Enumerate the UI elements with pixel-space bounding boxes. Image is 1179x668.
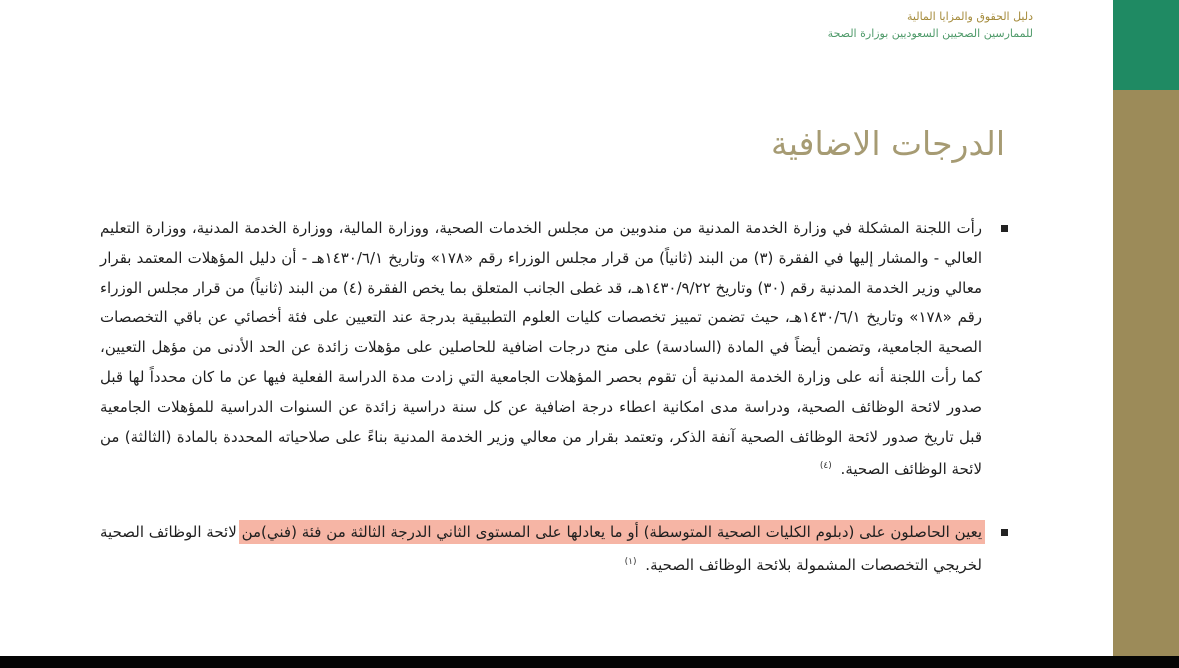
section-title: الدرجات الاضافية xyxy=(771,124,1005,163)
highlighted-text: يعين الحاصلون على (دبلوم الكليات الصحية المتوسطة) أو ما يعادلها على المستوى الثاني الدرجة الثالثة من فئة (فني)من xyxy=(241,523,983,542)
side-band-gold xyxy=(1113,90,1179,656)
bullet-paragraph-2 xyxy=(100,518,1008,581)
bullet-marker xyxy=(1001,529,1008,536)
footnote-ref: (١) xyxy=(624,556,637,567)
section-content xyxy=(100,214,1008,581)
bullet-marker xyxy=(1001,225,1008,232)
bullet-paragraph-1 xyxy=(100,214,1008,485)
footnote-ref: (٤) xyxy=(819,461,832,472)
paragraph-text: رأت اللجنة المشكلة في وزارة الخدمة المدنية من مندوبين من مجلس الخدمات الصحية، ووزارة المالية، ووزارة الخدمة المدنية، ووزارة التعليم العالي - والمشار إليها في الفقرة (٣) من البند (ثانياً) من قرار مجلس الوزراء رقم «١٧٨» وتاريخ ١٤٣٠/٦/١هـ - أن دليل المؤهلات المعتمد بقرار معالي وزير الخدمة المدنية رقم (٣٠) وتاريخ ١٤٣٠/٩/٢٢هـ، قد غطى الجانب المتعلق بما يخص الفقرة (٤) من البند (ثانياً) من قرار مجلس الوزراء رقم «١٧٨» وتاريخ ١٤٣٠/٦/١هـ، حيث تضمن تمييز تخصصات كليات العلوم التطبيقية بدرجة عند التعيين على فئة أخصائي عن باقي التخصصات الصحية الجامعية، وتضمن أيضاً في المادة (السادسة) على منح درجات اضافية للحاصلين على مؤهلات زائدة عن الحد الأدنى من مؤهل التعيين، كما رأت اللجنة أنه على وزارة الخدمة المدنية أن تقوم بحصر المؤهلات الجامعية التي زادت مدة الدراسة الفعلية فيها عن ما كان محدداً لها قبل صدور لائحة الوظائف الصحية، ودراسة مدى امكانية اعطاء درجة اضافية عن كل سنة دراسية زائدة عن السنوات الدراسية للمؤهلات الجامعية قبل تاريخ صدور لائحة الوظائف الصحية آنفة الذكر، وتعتمد بقرار من معالي وزير الخدمة المدنية بناءً على صلاحياته المحددة بالمادة (الثالثة) من لائحة الوظائف الصحية. xyxy=(100,219,983,479)
side-band-green xyxy=(1113,0,1179,90)
header-guide-subtitle: للممارسين الصحيين السعوديين بوزارة الصحة xyxy=(827,27,1033,40)
header-guide-title: دليل الحقوق والمزايا المالية xyxy=(907,10,1033,23)
bottom-black-bar xyxy=(0,656,1179,668)
paragraph-text: لائحة الوظائف الصحية لخريجي التخصصات المشمولة بلائحة الوظائف الصحية. xyxy=(100,523,982,574)
document-header xyxy=(633,8,1033,42)
